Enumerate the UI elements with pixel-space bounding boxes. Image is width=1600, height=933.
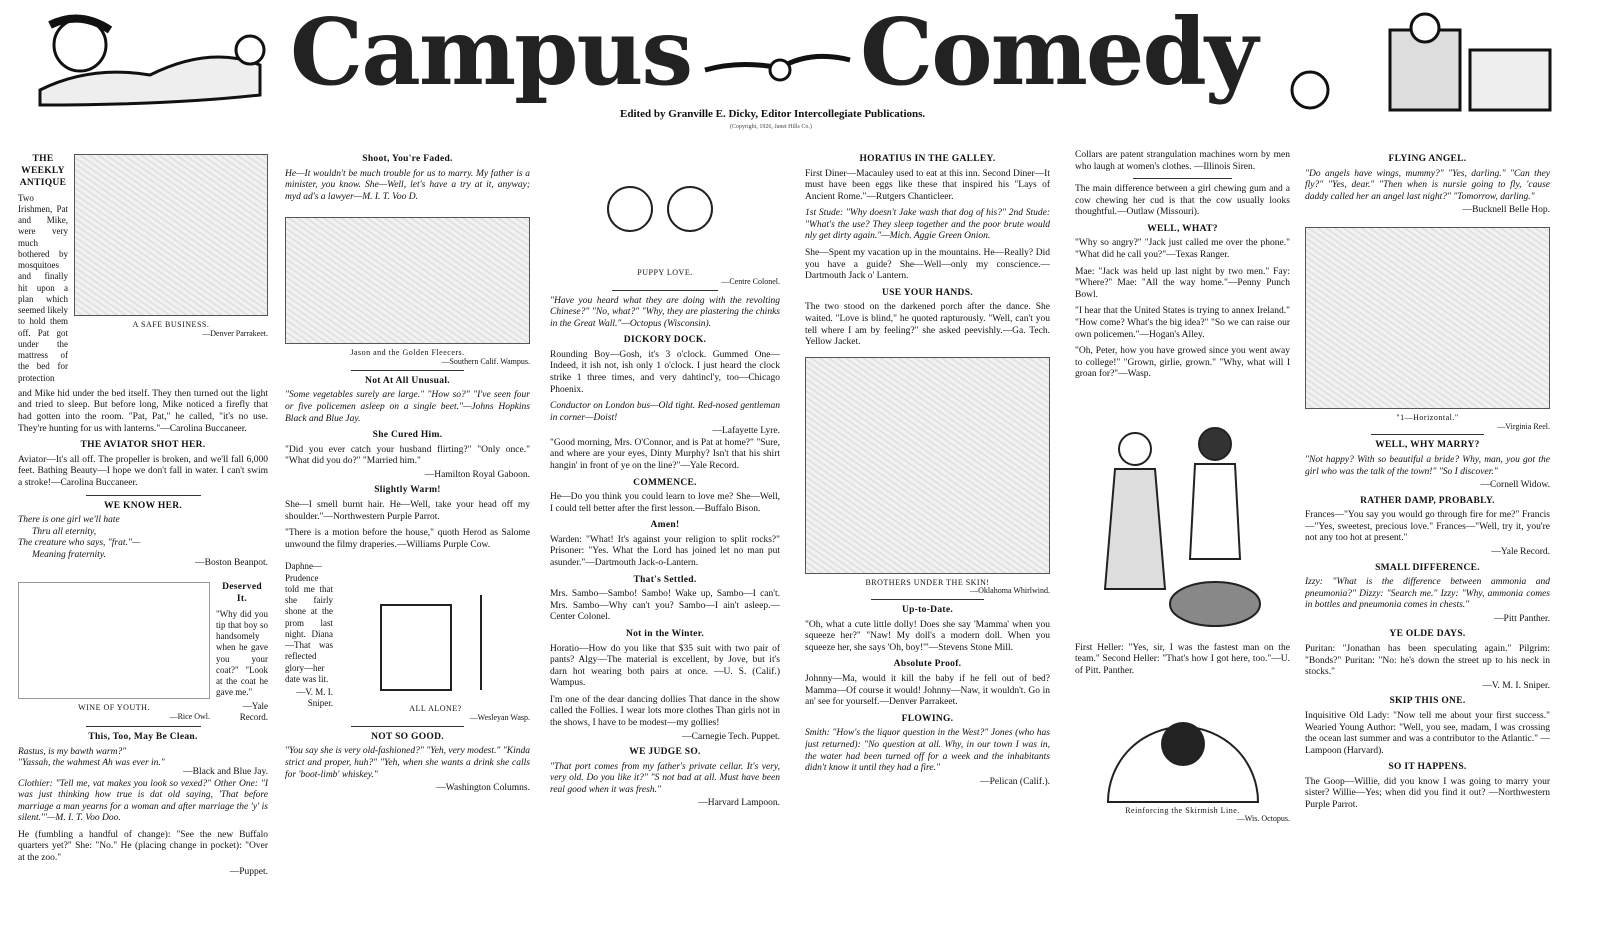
headline: USE YOUR HANDS.	[882, 287, 973, 298]
headline: Deserved It.	[222, 581, 262, 604]
joke-text: She—Spent my vacation up in the mountains. He—Really? Did you have a guide? She—Well—only my conscience.—Dartmouth Jack o' Lantern.	[805, 248, 1050, 282]
joke-source: —Carnegie Tech. Puppet.	[682, 731, 780, 742]
puppy-love-illustration	[550, 154, 780, 264]
headline: Shoot, You're Faded.	[362, 154, 453, 164]
verse-line: Thru all eternity,	[32, 526, 97, 537]
all-alone-illustration	[341, 565, 530, 700]
column-2	[285, 150, 530, 930]
joke-text: The two stood on the darkened porch after the dance. She waited. "Love is blind," he quoted rapturously. "Well, can't you tell where I am by feeling?" she asked peevishly.—Ga. Tech. Yellow Jacket.	[805, 302, 1050, 348]
illustration-source: —Virginia Reel.	[1497, 421, 1550, 431]
masthead-editor-line: Edited by Granville E. Dicky, Editor Intercollegiate Publications.	[620, 108, 926, 120]
wine-of-youth-illustration	[18, 582, 210, 699]
headline: FLOWING.	[901, 713, 954, 724]
safe-illustration	[74, 154, 268, 316]
joke-text: "I hear that the United States is trying to annex Ireland." "How come? What's the big idea?" "So we can raise our own policemen."—Hogan's Alley.	[1075, 306, 1290, 340]
joke-source: —Puppet.	[229, 866, 268, 877]
joke-text: Rounding Boy—Gosh, it's 3 o'clock. Gummed One—Indeed, it ish not, ish only 1 o'clock. I just heard the clock strike 1 three times, and very dahtincl'y, too—Chicago Phoenix.	[550, 349, 780, 395]
joke-text: She—I smell burnt hair. He—Well, take your head off my shoulder."—Northwestern Purple Parrot.	[285, 500, 530, 522]
headline: WE KNOW HER.	[103, 500, 183, 511]
masthead-title-left: Campus	[290, 0, 692, 106]
verse-line: Meaning fraternity.	[32, 549, 106, 560]
joke-text: "You say she is very old-fashioned?" "Yeh, very modest." "Kinda strict and proper, huh?" "Yeh, when she wants a drink she calls for 'boot-limb' whiskey."	[285, 746, 530, 780]
column-1	[18, 150, 268, 930]
joke-source: —Yale Record.	[1491, 547, 1550, 558]
illustration-caption: Jason and the Golden Fleecers.	[350, 348, 465, 358]
joke-text: "Oh, what a cute little dolly! Does she say 'Mamma' when you squeeze her?" "Naw! My doll's a modern doll. When you squeeze her, she says 'Oh, boy!'"—Stevens Stone Mill.	[805, 619, 1050, 653]
headline: WELL, WHAT?	[1147, 223, 1218, 234]
illustration-caption: Reinforcing the Skirmish Line.	[1125, 805, 1240, 815]
joke-source: —Hamilton Royal Gaboon.	[424, 469, 530, 480]
joke-text: Conductor on London bus—Old tight. Red-nosed gentleman in corner—Doist!	[550, 401, 780, 423]
skirmish-illustration	[1098, 684, 1268, 804]
joke-source: —Boston Beanpot.	[195, 558, 268, 569]
headline: That's Settled.	[633, 574, 697, 585]
illustration-caption: PUPPY LOVE.	[637, 268, 693, 277]
illustration-caption: ALL ALONE?	[409, 704, 462, 714]
masthead-right-cartoon	[1270, 10, 1570, 120]
joke-text: Mrs. Sambo—Sambo! Sambo! Wake up, Sambo—I can't. Mrs. Sambo—Why can't you? Sambo—I ain't asleep.—Center Colonel.	[550, 589, 780, 623]
verse-line: The creature who says, "frat."—	[18, 538, 141, 549]
headline: She Cured Him.	[372, 430, 443, 441]
headline: SO IT HAPPENS.	[1388, 762, 1467, 773]
joke-text: Puritan: "Jonathan has been speculating again." Pilgrim: "Bonds?" Puritan: "No: he's down the street up to his neck in stocks."	[1305, 644, 1550, 678]
joke-text: Inquisitive Old Lady: "Now tell me about your first success." Wearied Young Author: "Well, you see, madam, I was crossing the ocean last summer and was a contributor to the Atlantic." —Lampoon (Harvard).	[1305, 710, 1550, 756]
headline: YE OLDE DAYS.	[1389, 629, 1466, 640]
joke-text: "Did you ever catch your husband flirting?" "Only once." "What did you do?" "Married him."	[285, 444, 530, 467]
joke-text: "Some vegetables surely are large." "How so?" "I've seen four or five policemen asleep on a single beet."—Johns Hopkins Black and Blue Jay.	[285, 390, 530, 424]
column-6	[1305, 150, 1550, 930]
joke-text: "Do angels have wings, mummy?" "Yes, darling." "Can they fly?" "Yes, dear." "Then when is nursie going to fly, 'cause daddy called her an angel last night?" "Tomorrow, darling."	[1305, 168, 1550, 202]
divider	[871, 599, 984, 600]
masthead-title-right: Comedy	[860, 0, 1257, 106]
joke-text: The Goop—Willie, did you know I was going to marry your sister? Willie—Yes; when did you find it out? —Northwestern Purple Parrot.	[1305, 776, 1550, 810]
divider	[1371, 434, 1484, 435]
joke-text: Daphne—Prudence told me that she fairly shone at the prom last night. Diana—That was reflected glory—her date was lit.	[285, 561, 333, 684]
joke-text: First Heller: "Yes, sir, I was the fastest man on the team." Second Heller: "That's how I got here, too."—U. of Pitt. Panther.	[1075, 642, 1290, 676]
headline: Slightly Warm!	[374, 485, 441, 496]
joke-text: Horatio—How do you like that $35 suit with two pair of pants? Algy—The material is excellent, by Jove, but it's darn hot wearing both pairs at once. —U. S. (Calif.) Wampus.	[550, 643, 780, 689]
column-5	[1075, 150, 1290, 930]
joke-source: —V. M. I. Sniper.	[1482, 680, 1550, 691]
joke-text: "Why did you tip that boy so handsomely when he gave you your coat?" "Look at the coat he gave me."	[216, 608, 268, 698]
headline: Absolute Proof.	[893, 659, 962, 670]
headline: WE JUDGE SO.	[629, 747, 701, 758]
divider	[1133, 178, 1232, 179]
joke-text: He (fumbling a handful of change): "See the new Buffalo quarters yet?" She: "No." He (placing change in pocket): "Over at the zoo."	[18, 829, 268, 863]
illustration-source: —Southern Calif. Wampus.	[441, 357, 530, 367]
joke-text: Frances—"You say you would go through fire for me?" Francis—"Yes, sweetest, precious love." Frances—"Well, try it, you're not any too hot at present."	[1305, 510, 1550, 544]
illustration-source: —Wis. Octopus.	[1236, 814, 1290, 824]
headline: FLYING ANGEL.	[1388, 154, 1467, 164]
divider	[351, 370, 464, 371]
joke-text: 1st Stude: "Why doesn't Jake wash that dog of his?" 2nd Stude: "What's the use? They sleep together and the poor brute would nly get dirty again."—Mich. Aggie Green Onion.	[805, 208, 1050, 242]
divider	[86, 495, 201, 496]
illustration-source: —Rice Owl.	[169, 711, 210, 721]
headline: Up-to-Date.	[901, 605, 954, 616]
illustration-caption: A SAFE BUSINESS.	[132, 320, 210, 329]
joke-text: First Diner—Macauley used to eat at this inn. Second Diner—It must have been eggs like these that inspired his "Lays of Ancient Rome."—Rutgers Chanticleer.	[805, 168, 1050, 202]
joke-text: "Why so angry?" "Jack just called me over the phone." "What did he call you?"—Texas Ranger.	[1075, 238, 1290, 261]
joke-text: "Good morning, Mrs. O'Connor, and is Pat at home?" "Sure, and where are your eyes, Dinty Murphy? Isn't that his shirt hangin' in front of ye on the line?"—Yale Record.	[550, 437, 780, 472]
joke-text: Collars are patent strangulation machines worn by men who laugh at women's clothes. —Illinois Siren.	[1075, 150, 1290, 172]
joke-text: Rastus, is my bawth warm?"	[18, 746, 127, 757]
joke-source: —Pelican (Calif.).	[980, 776, 1050, 787]
headline: SKIP THIS ONE.	[1389, 696, 1466, 707]
illustration-source: —Denver Parrakeet.	[202, 328, 268, 338]
joke-text: Smith: "How's the liquor question in the West?" Jones (who has just returned): "No question at all. Why, in our town I was in, the water had been turned off for a week and the inhabitants didn't know it until they had a fire."	[805, 728, 1050, 774]
column-3	[550, 150, 780, 930]
joke-text: "That port comes from my father's private cellar. It's very, very old. Do you like it?" "S not bad at all. Must have been real good when it was fresh."	[550, 761, 780, 795]
story-text: and Mike hid under the bed itself. They then turned out the light and tried to sleep. But before long, Mike noticed a firefly that had gotten into the room. "Pat, Pat," he called, "it's no use. They're hunting for us with lanterns."—Carolina Buccaneer.	[18, 388, 268, 434]
illustration-source: —Wesleyan Wasp.	[469, 713, 530, 723]
headline: Amen!	[650, 520, 680, 531]
joke-source: —Harvard Lampoon.	[698, 798, 780, 809]
masthead-center-cartoon	[700, 30, 860, 100]
joke-source: —Pitt Panther.	[1494, 613, 1550, 624]
masthead-left-cartoon	[20, 5, 280, 115]
joke-source: —Washington Columns.	[436, 783, 530, 794]
headline: HORATIUS IN THE GALLEY.	[859, 154, 996, 164]
joke-source: —Yale Record.	[239, 700, 268, 722]
joke-source: —V. M. I. Sniper.	[296, 687, 333, 709]
illustration-caption: WINE OF YOUTH.	[78, 702, 150, 712]
joke-text: "There is a motion before the house," quoth Herod as Salome unwound the filmy draperies.—Williams Purple Cow.	[285, 528, 530, 550]
headline: RATHER DAMP, PROBABLY.	[1360, 495, 1495, 506]
joke-text: The main difference between a girl chewing gum and a cow chewing her cud is that the cow usually looks thoughtful.—Outlaw (Missouri).	[1075, 184, 1290, 218]
joke-source: —Bucknell Belle Hop.	[1462, 205, 1550, 216]
joke-text: He—It wouldn't be much trouble for us to marry. My father is a minister, you know. She—Well, let's have a try at it, anyway; myd ad's a lawyer—M. I. T. Voo D.	[285, 168, 530, 202]
headline: Not At All Unusual.	[365, 375, 450, 386]
headline: NOT SO GOOD.	[371, 731, 444, 742]
column-4	[805, 150, 1050, 930]
joke-text: "Oh, Peter, how you have growed since you went away to college!" "Grown, girlie, grown." "Why, what will I groan for?"—Wasp.	[1075, 346, 1290, 380]
verse-text: I'm one of the dear dancing dollies That dance in the show called the Follies. I wear lots more clothes Than girls not in the shows, I have to be modest—my gollies!	[550, 694, 780, 728]
headline: THE AVIATOR SHOT HER.	[80, 440, 206, 451]
headline: SMALL DIFFERENCE.	[1375, 562, 1480, 573]
joke-text: "Yassah, the wahmest Ah was ever in."	[18, 758, 165, 769]
hellers-illustration	[1075, 389, 1290, 639]
joke-text: Clothier: "Tell me, vat makes you look so vexed?" Other One: "I was just thinking how true is dat old saying, 'That before marriage a man yearns for a woman and after marriage the 'y' is silent.'"—M. I. T. Voo Doo.	[18, 778, 268, 824]
joke-text: Aviator—It's all off. The propeller is broken, and we'll fall 6,000 feet. Bathing Beauty—I hope we don't fall in water. I can't swim a stroke!—Carolina Buccaneer.	[18, 454, 268, 488]
headline: This, Too, May Be Clean.	[88, 732, 198, 743]
joke-text: Johnny—Ma, would it kill the baby if he fell out of bed? Mamma—Of course it would! Johnny—Naw, it wouldn't. Go in an' see for yourself.—Denver Parrakeet.	[805, 674, 1050, 708]
headline: WELL, WHY MARRY?	[1375, 440, 1480, 451]
masthead-copyright: (Copyright, 1926, Janet Hills Co.)	[730, 124, 812, 130]
illustration-source: —Oklahoma Whirlwind.	[970, 586, 1050, 596]
jason-illustration	[285, 217, 530, 344]
story-text: Two Irishmen, Pat and Mike, were very much bothered by mosquitoes and finally hit upon a plan which seemed likely to hold them off. Pat got under the mattress of the bed for protection	[18, 192, 68, 383]
divider	[86, 726, 201, 727]
masthead	[0, 0, 1600, 140]
joke-source: —Cornell Widow.	[1480, 480, 1550, 491]
headline: COMMENCE.	[633, 477, 697, 488]
divider	[351, 726, 464, 727]
illustration-source: —Centre Colonel.	[721, 276, 780, 286]
headline: Not in the Winter.	[625, 628, 705, 639]
verse-line: There is one girl we'll hate	[18, 515, 120, 526]
joke-text: "Not happy? With so beautiful a bride? Why, man, you got the girl who was the talk of the town!" "So I discover."	[1305, 454, 1550, 477]
joke-text: "Have you heard what they are doing with the revolting Chinese?" "No, what?" "Why, they are plastering the chinks in the Great Wall."—Octopus (Wisconsin).	[550, 295, 780, 329]
illustration-caption: BROTHERS UNDER THE SKIN!	[865, 577, 990, 587]
illustration-caption: "1—Horizontal."	[1396, 412, 1459, 422]
brothers-illustration	[805, 357, 1050, 574]
joke-source: —Lafayette Lyre.	[712, 426, 780, 437]
joke-text: He—Do you think you could learn to love me? She—Well, I could tell better after the first lesson.—Buffalo Bison.	[550, 492, 780, 514]
joke-text: Izzy: "What is the difference between ammonia and pneumonia?" Dizzy: "Search me." Izzy: "Why, ammonia comes in bottles and pneumonia comes in chests."	[1305, 577, 1550, 611]
weekly-antique-heading: THE WEEKLY ANTIQUE	[19, 154, 67, 188]
joke-text: Warden: "What! It's against your religion to split rocks?" Prisoner: "Yes. What the Lord has joined let no man put asunder."—Dartmouth Jack-o-Lantern.	[550, 534, 780, 569]
boxing-illustration	[1305, 227, 1550, 409]
joke-text: Mae: "Jack was held up last night by two men." Fay: "Where?" Mae: "All the way home."—Penny Punch Bowl.	[1075, 266, 1290, 300]
joke-source: —Black and Blue Jay.	[183, 766, 268, 777]
divider	[612, 290, 718, 291]
headline: DICKORY DOCK.	[623, 335, 707, 346]
